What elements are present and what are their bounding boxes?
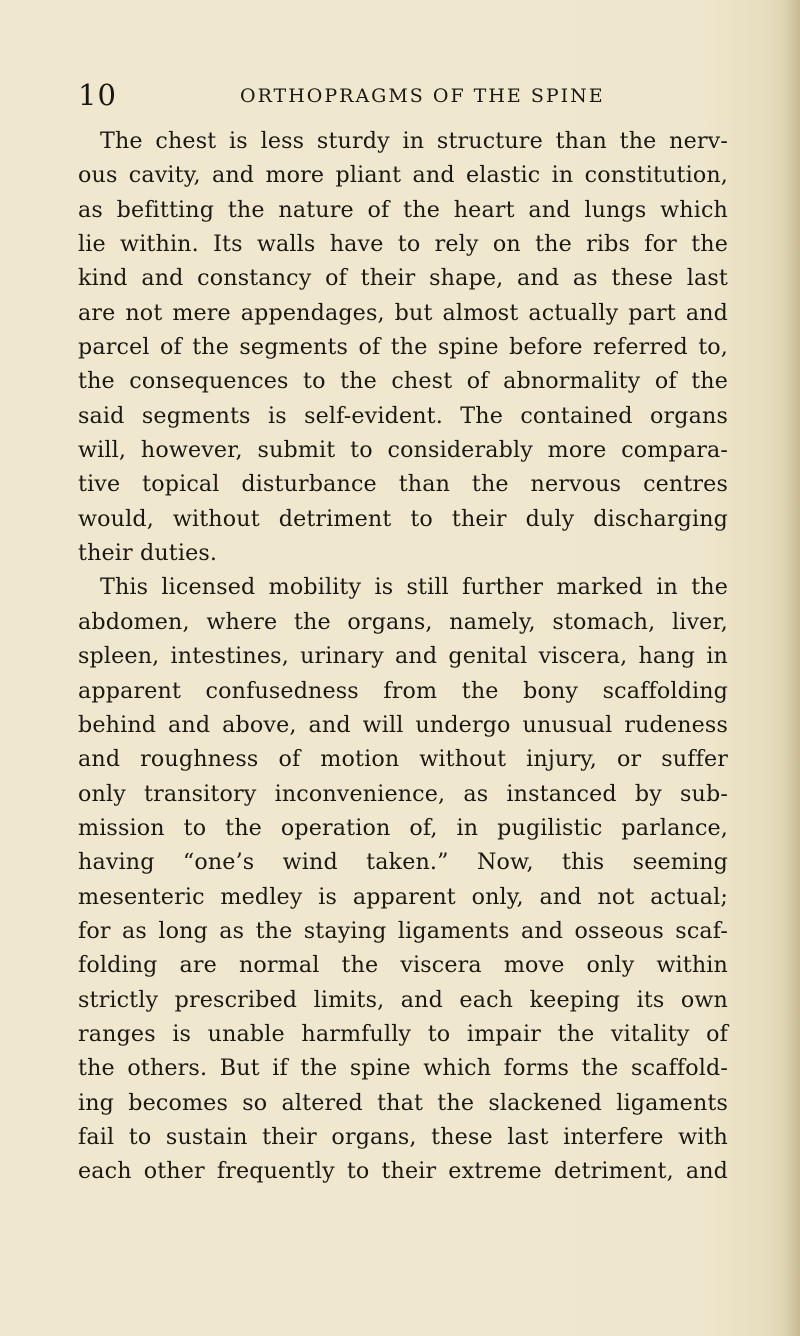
text-line: and roughness of motion without injury, or suffer [78,746,728,773]
text-line: ranges is unable harmfully to impair the vitality of [78,1020,728,1047]
text-line: said segments is self-evident. The contained organs [78,402,728,429]
text-line: ous cavity, and more pliant and elastic in constitution, [78,162,728,189]
text-line: behind and above, and will undergo unusual rudeness [78,711,728,738]
text-line: as befitting the nature of the heart and lungs which [78,196,728,223]
text-line: would, without detriment to their duly discharging [78,505,728,532]
page-number: 10 [78,78,117,112]
text-line: the others. But if the spine which forms the scaffold- [78,1055,728,1082]
text-line: are not mere appendages, but almost actually part and [78,299,728,326]
text-line: fail to sustain their organs, these last interfere with [78,1123,728,1150]
text-line: strictly prescribed limits, and each keeping its own [78,986,728,1013]
text-line: only transitory inconvenience, as instanced by sub- [78,780,728,807]
text-line: each other frequently to their extreme detriment, and [78,1158,728,1185]
text-line: folding are normal the viscera move only within [78,952,728,979]
text-line: mission to the operation of, in pugilistic parlance, [78,814,728,841]
text-line: lie within. Its walls have to rely on the ribs for the [78,231,728,258]
text-line: spleen, intestines, urinary and genital viscera, hang in [78,643,728,670]
text-line: tive topical disturbance than the nervous centres [78,471,728,498]
text-line: having “one’s wind taken.” Now, this seeming [78,849,728,876]
running-title: ORTHOPRAGMS OF THE SPINE [240,85,605,107]
text-line: will, however, submit to considerably more compara- [78,437,728,464]
text-line: mesenteric medley is apparent only, and not actual; [78,883,728,910]
body-text [78,124,728,1189]
text-line: for as long as the staying ligaments and osseous scaf- [78,917,728,944]
text-line: abdomen, where the organs, namely, stomach, liver, [78,608,728,635]
running-head [78,78,728,118]
text-line: kind and constancy of their shape, and as these last [78,265,728,292]
page-edge-shadow [784,0,800,1336]
text-line: their duties. [78,540,218,567]
text-line: parcel of the segments of the spine before referred to, [78,334,728,361]
text-line: apparent confusedness from the bony scaffolding [78,677,728,704]
text-line: The chest is less sturdy in structure than the nerv- [100,128,728,154]
text-line: the consequences to the chest of abnormality of the [78,368,728,395]
text-line: This licensed mobility is still further marked in the [100,574,728,601]
text-line: ing becomes so altered that the slackened ligaments [78,1089,728,1116]
